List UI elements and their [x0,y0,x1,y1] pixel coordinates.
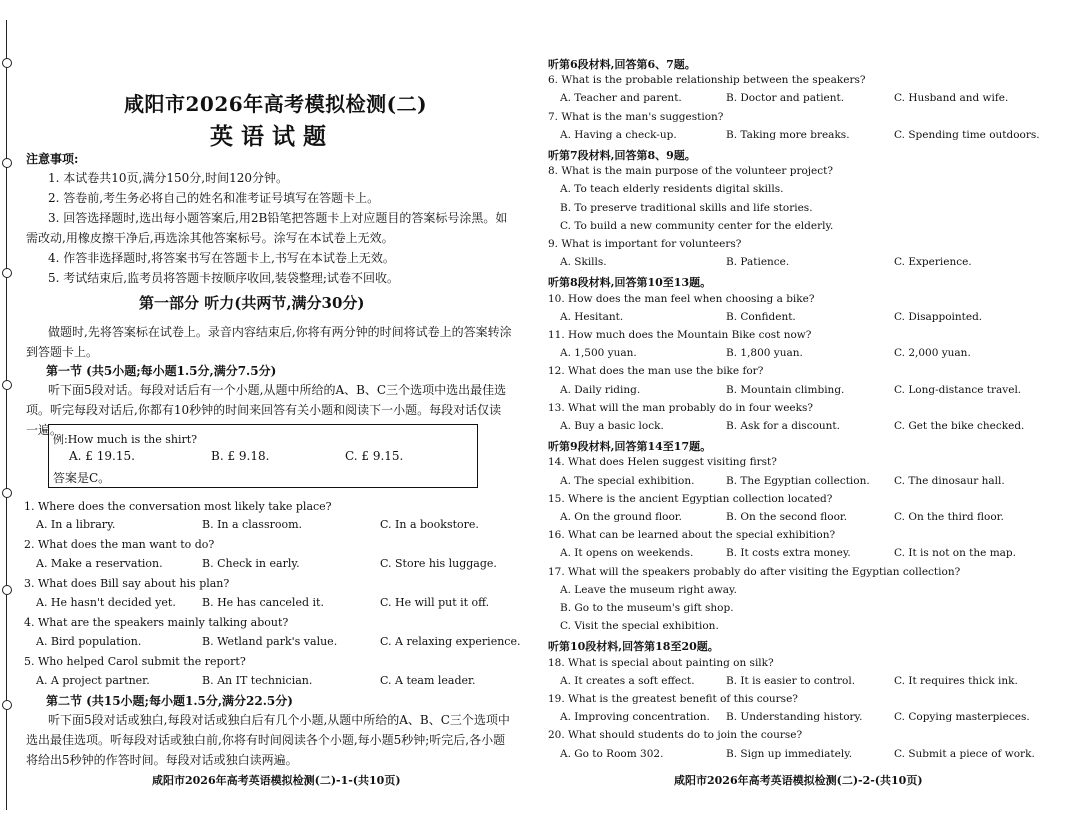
option-a: A. Bird population. [36,635,142,648]
question-5: 5. Who helped Carol submit the report? [24,655,246,668]
section2-heading: 第二节 (共15小题;每小题1.5分,满分22.5分) [46,694,293,708]
section2-instruction-text: 听下面5段对话或独白,每段对话或独白后有几个小题,从题中所给的A、B、C三个选项中选出最佳选项。听每段对话或独白前,你将有时间阅读各个小题,每小题5秒钟;听完后,各小题将给出5秒钟的作答时间。每段对话或独白读两遍。 [26,713,510,767]
option: A. To teach elderly residents digital skills. [560,183,784,196]
binding-hole [2,585,12,595]
question-3: 3. What does Bill say about his plan? [24,577,230,590]
option-a: A. Go to Room 302. [560,747,664,760]
material-heading: 听第6段材料,回答第6、7题。 [548,58,696,71]
question: 11. How much does the Mountain Bike cost now? [548,329,812,341]
binding-line [6,20,7,810]
section1-instruction-text: 听下面5段对话。每段对话后有一个小题,从题中所给的A、B、C三个选项中选出最佳选项。听完每段对话后,你都有10秒钟的时间来回答有关小题和阅读下一小题。每段对话仅读一遍。 [26,383,507,437]
option-b: B. It costs extra money. [726,547,851,560]
option-c: C. Store his luggage. [380,557,497,570]
binding-hole [2,380,12,390]
option-b: B. He has canceled it. [202,596,324,609]
option-b: B. On the second floor. [726,511,848,523]
question: 9. What is important for volunteers? [548,238,742,250]
option-a: A. 1,500 yuan. [560,347,637,360]
notice-list [26,168,514,288]
option: A. Leave the museum right away. [560,583,737,596]
option-b: B. Ask for a discount. [726,420,840,432]
part1-instruction [26,322,512,362]
section1-heading: 第一节 (共5小题;每小题1.5分,满分7.5分) [46,364,277,378]
option-c: C. Submit a piece of work. [894,747,1035,760]
option-b: B. In a classroom. [202,518,303,531]
question: 10. How does the man feel when choosing a bike? [548,292,815,305]
question: 13. What will the man probably do in four weeks? [548,401,814,414]
material-heading: 听第10段材料,回答第18至20题。 [548,640,719,654]
right-page [548,0,1068,840]
part1-instruction-text: 做题时,先将答案标在试卷上。录音内容结束后,你将有两分钟的时间将试卷上的答案转涂到答题卡上。 [26,325,512,359]
option-a: A. Improving concentration. [560,711,710,724]
option-c: C. Get the bike checked. [894,420,1025,432]
binding-hole [2,58,12,68]
binding-hole [2,268,12,278]
example-answer: 答案是C。 [53,471,111,485]
example-option: B. £ 9.18. [211,449,270,463]
example-question: 例:How much is the shirt? [53,433,198,446]
question-1: 1. Where does the conversation most likely take place? [24,500,332,513]
option-c: C. On the third floor. [894,511,1004,523]
notice-item: 3. 回答选择题时,选出每小题答案后,用2B铅笔把答题卡上对应题目的答案标号涂黑。如需改动,用橡皮擦干净后,再选涂其他答案标号。涂写在本试卷上无效。 [26,211,508,245]
option-c: C. 2,000 yuan. [894,347,971,360]
binding-margin [0,0,14,840]
option-b: B. Doctor and patient. [726,92,845,105]
option-c: C. Spending time outdoors. [894,128,1040,141]
option-a: A. Buy a basic lock. [560,420,664,432]
option-a: A. Hesitant. [560,310,624,323]
example-option: C. £ 9.15. [345,449,404,463]
option-a: A. In a library. [36,518,116,531]
option-c: C. A relaxing experience. [380,635,521,648]
option-b: B. The Egyptian collection. [726,474,870,487]
notice-item: 2. 答卷前,考生务必将自己的姓名和准考证号填写在答题卡上。 [48,191,380,205]
binding-hole [2,158,12,168]
option-a: A. Having a check-up. [560,128,677,141]
option-a: A. Make a reservation. [36,557,163,570]
question: 14. What does Helen suggest visiting first? [548,456,777,469]
option-c: C. Long-distance travel. [894,383,1022,396]
option-a: A. He hasn't decided yet. [36,596,176,609]
section2-instruction [26,710,512,770]
question: 19. What is the greatest benefit of this course? [548,693,798,705]
option-c: C. Husband and wife. [894,92,1009,105]
option-a: A. Skills. [560,256,607,269]
option-b: B. Wetland park's value. [202,635,338,648]
option-b: B. Understanding history. [726,711,863,724]
option-a: A. The special exhibition. [560,474,695,487]
option-c: C. Copying masterpieces. [894,711,1030,724]
binding-hole [2,488,12,498]
notice-item: 1. 本试卷共10页,满分150分,时间120分钟。 [48,171,288,185]
page-footer: 咸阳市2026年高考英语模拟检测(二)-2-(共10页) [674,774,923,787]
option-c: C. In a bookstore. [380,518,479,531]
option-c: C. Disappointed. [894,310,983,323]
option-b: B. It is easier to control. [726,674,856,687]
option: C. Visit the special exhibition. [560,620,719,633]
material-heading: 听第7段材料,回答第8、9题。 [548,149,696,162]
option-b: B. Confident. [726,310,796,323]
option: B. To preserve traditional skills and life stories. [560,201,813,214]
left-page [24,0,521,840]
option-a: A. A project partner. [36,674,150,687]
option-b: B. An IT technician. [202,674,313,687]
option-a: A. It creates a soft effect. [560,674,695,687]
page-footer: 咸阳市2026年高考英语模拟检测(二)-1-(共10页) [152,774,401,787]
option-c: C. A team leader. [380,674,476,687]
question-2: 2. What does the man want to do? [24,538,215,551]
exam-subtitle: 英语试题 [210,123,334,150]
question: 12. What does the man use the bike for? [548,365,764,378]
example-box [48,424,478,488]
binding-hole [2,700,12,710]
question: 6. What is the probable relationship between the speakers? [548,74,866,87]
part1-heading: 第一部分 听力(共两节,满分30分) [139,294,365,312]
option-a: A. Daily riding. [560,383,641,396]
option-c: C. Experience. [894,256,972,269]
question: 20. What should students do to join the course? [548,729,803,742]
notice-item: 5. 考试结束后,监考员将答题卡按顺序收回,装袋整理;试卷不回收。 [48,271,399,285]
material-heading: 听第9段材料,回答第14至17题。 [548,440,712,454]
option-a: A. Teacher and parent. [560,92,682,105]
notice-item: 4. 作答非选择题时,将答案书写在答题卡上,书写在本试卷上无效。 [48,251,395,265]
option-a: A. On the ground floor. [560,511,682,523]
option-b: B. Sign up immediately. [726,747,853,760]
option-b: B. Mountain climbing. [726,383,845,396]
material-heading: 听第8段材料,回答第10至13题。 [548,276,712,290]
option: C. To build a new community center for the elderly. [560,219,834,232]
option-b: B. 1,800 yuan. [726,347,803,360]
option-c: C. The dinosaur hall. [894,474,1005,487]
question-4: 4. What are the speakers mainly talking about? [24,616,289,629]
example-option: A. £ 19.15. [69,449,135,463]
question: 17. What will the speakers probably do after visiting the Egyptian collection? [548,565,961,578]
option-c: C. It requires thick ink. [894,674,1018,687]
option-b: B. Check in early. [202,557,300,570]
option: B. Go to the museum's gift shop. [560,602,734,614]
option-b: B. Patience. [726,256,790,269]
option-c: C. It is not on the map. [894,547,1016,560]
question: 16. What can be learned about the special exhibition? [548,529,836,542]
question: 7. What is the man's suggestion? [548,110,724,123]
option-c: C. He will put it off. [380,596,490,609]
option-b: B. Taking more breaks. [726,128,850,141]
notice-heading: 注意事项: [26,152,79,166]
question: 8. What is the main purpose of the volunteer project? [548,165,833,178]
question: 18. What is special about painting on silk? [548,656,774,669]
question: 15. Where is the ancient Egyptian collection located? [548,492,833,505]
option-a: A. It opens on weekends. [560,547,694,560]
exam-title: 咸阳市2026年高考模拟检测(二) [124,92,428,116]
